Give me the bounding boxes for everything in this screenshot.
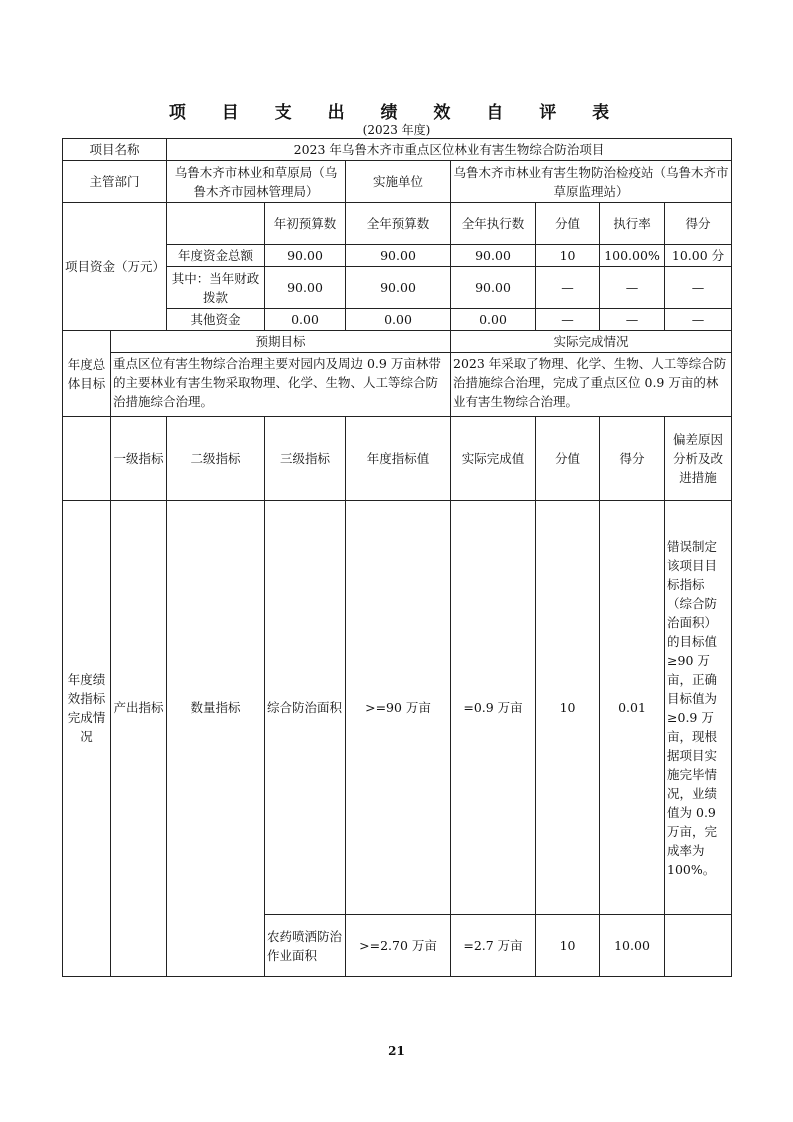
funds-cell: 10 (536, 245, 600, 267)
score-value: 10 (536, 501, 600, 915)
funds-cell: 0.00 (346, 309, 451, 331)
page-number: 21 (388, 1044, 405, 1058)
funds-cell: 90.00 (451, 267, 536, 309)
level3-indicator: 综合防治面积 (265, 501, 346, 915)
funds-cell: 100.00% (600, 245, 665, 267)
level1-indicator-cont (111, 915, 167, 977)
funds-cell: — (600, 309, 665, 331)
funds-cell: 90.00 (346, 267, 451, 309)
funds-header: 全年执行数 (451, 203, 536, 245)
indicator-header: 得分 (600, 417, 665, 501)
actual-header: 实际完成情况 (451, 331, 732, 353)
indicator-header: 分值 (536, 417, 600, 501)
funds-cell: — (600, 267, 665, 309)
level2-indicator-cont (167, 915, 265, 977)
actual-text: 2023 年采取了物理、化学、生物、人工等综合防治措施综合治理，完成了重点区位 0.9 万亩的林业有害生物综合治理。 (451, 353, 732, 417)
dept-label: 主管部门 (63, 161, 167, 203)
overall-label: 年度总体目标 (63, 331, 111, 417)
level2-indicator: 数量指标 (167, 501, 265, 915)
page-subtitle: (2023 年度) (362, 123, 431, 137)
indicator-header: 三级指标 (265, 417, 346, 501)
score: 10.00 (600, 915, 665, 977)
page-title: 项 目 支 出 绩 效 自 评 表 (168, 103, 625, 123)
indicator-header: 年度指标值 (346, 417, 451, 501)
funds-cell: — (536, 267, 600, 309)
dept-value: 乌鲁木齐市林业和草原局（乌鲁木齐市园林管理局） (167, 161, 346, 203)
level1-indicator: 产出指标 (111, 501, 167, 915)
funds-header-blank (167, 203, 265, 245)
funds-cell: 90.00 (451, 245, 536, 267)
funds-cell: 90.00 (265, 267, 346, 309)
deviation-reason: 错误制定该项目目标指标（综合防治面积）的目标值≥90 万亩，正确目标值为≥0.9 万亩，现根据项目实施完毕情况，业绩值为 0.9 万亩，完成率为 100%。 (665, 501, 732, 915)
evaluation-table (62, 138, 732, 977)
funds-header: 全年预算数 (346, 203, 451, 245)
indicator-header-blank (63, 417, 111, 501)
actual-value: =0.9 万亩 (451, 501, 536, 915)
score-value: 10 (536, 915, 600, 977)
funds-row-label: 年度资金总额 (167, 245, 265, 267)
impl-label: 实施单位 (346, 161, 451, 203)
funds-cell: — (665, 267, 732, 309)
funds-label: 项目资金（万元） (63, 203, 167, 331)
target-value: >=90 万亩 (346, 501, 451, 915)
funds-header: 年初预算数 (265, 203, 346, 245)
funds-cell: 10.00 分 (665, 245, 732, 267)
funds-cell: 90.00 (265, 245, 346, 267)
funds-header: 得分 (665, 203, 732, 245)
funds-row-label: 其中：当年财政拨款 (167, 267, 265, 309)
funds-cell: 90.00 (346, 245, 451, 267)
impl-value: 乌鲁木齐市林业有害生物防治检疫站（乌鲁木齐市草原监理站） (451, 161, 732, 203)
funds-cell: — (536, 309, 600, 331)
level3-indicator: 农药喷洒防治作业面积 (265, 915, 346, 977)
actual-value: =2.7 万亩 (451, 915, 536, 977)
indicator-section-label-cont (63, 915, 111, 977)
funds-cell: — (665, 309, 732, 331)
indicator-header: 一级指标 (111, 417, 167, 501)
funds-row-label: 其他资金 (167, 309, 265, 331)
expected-text: 重点区位有害生物综合治理主要对园内及周边 0.9 万亩林带的主要林业有害生物采取物理、化学、生物、人工等综合防治措施综合治理。 (111, 353, 451, 417)
indicator-header: 实际完成值 (451, 417, 536, 501)
project-name-label: 项目名称 (63, 139, 167, 161)
deviation-reason (665, 915, 732, 977)
expected-header: 预期目标 (111, 331, 451, 353)
funds-header: 执行率 (600, 203, 665, 245)
indicator-header: 偏差原因分析及改进措施 (665, 417, 732, 501)
funds-cell: 0.00 (265, 309, 346, 331)
funds-cell: 0.00 (451, 309, 536, 331)
target-value: >=2.70 万亩 (346, 915, 451, 977)
funds-header: 分值 (536, 203, 600, 245)
indicator-section-label: 年度绩效指标完成情况 (63, 501, 111, 915)
indicator-header: 二级指标 (167, 417, 265, 501)
project-name-value: 2023 年乌鲁木齐市重点区位林业有害生物综合防治项目 (167, 139, 732, 161)
score: 0.01 (600, 501, 665, 915)
